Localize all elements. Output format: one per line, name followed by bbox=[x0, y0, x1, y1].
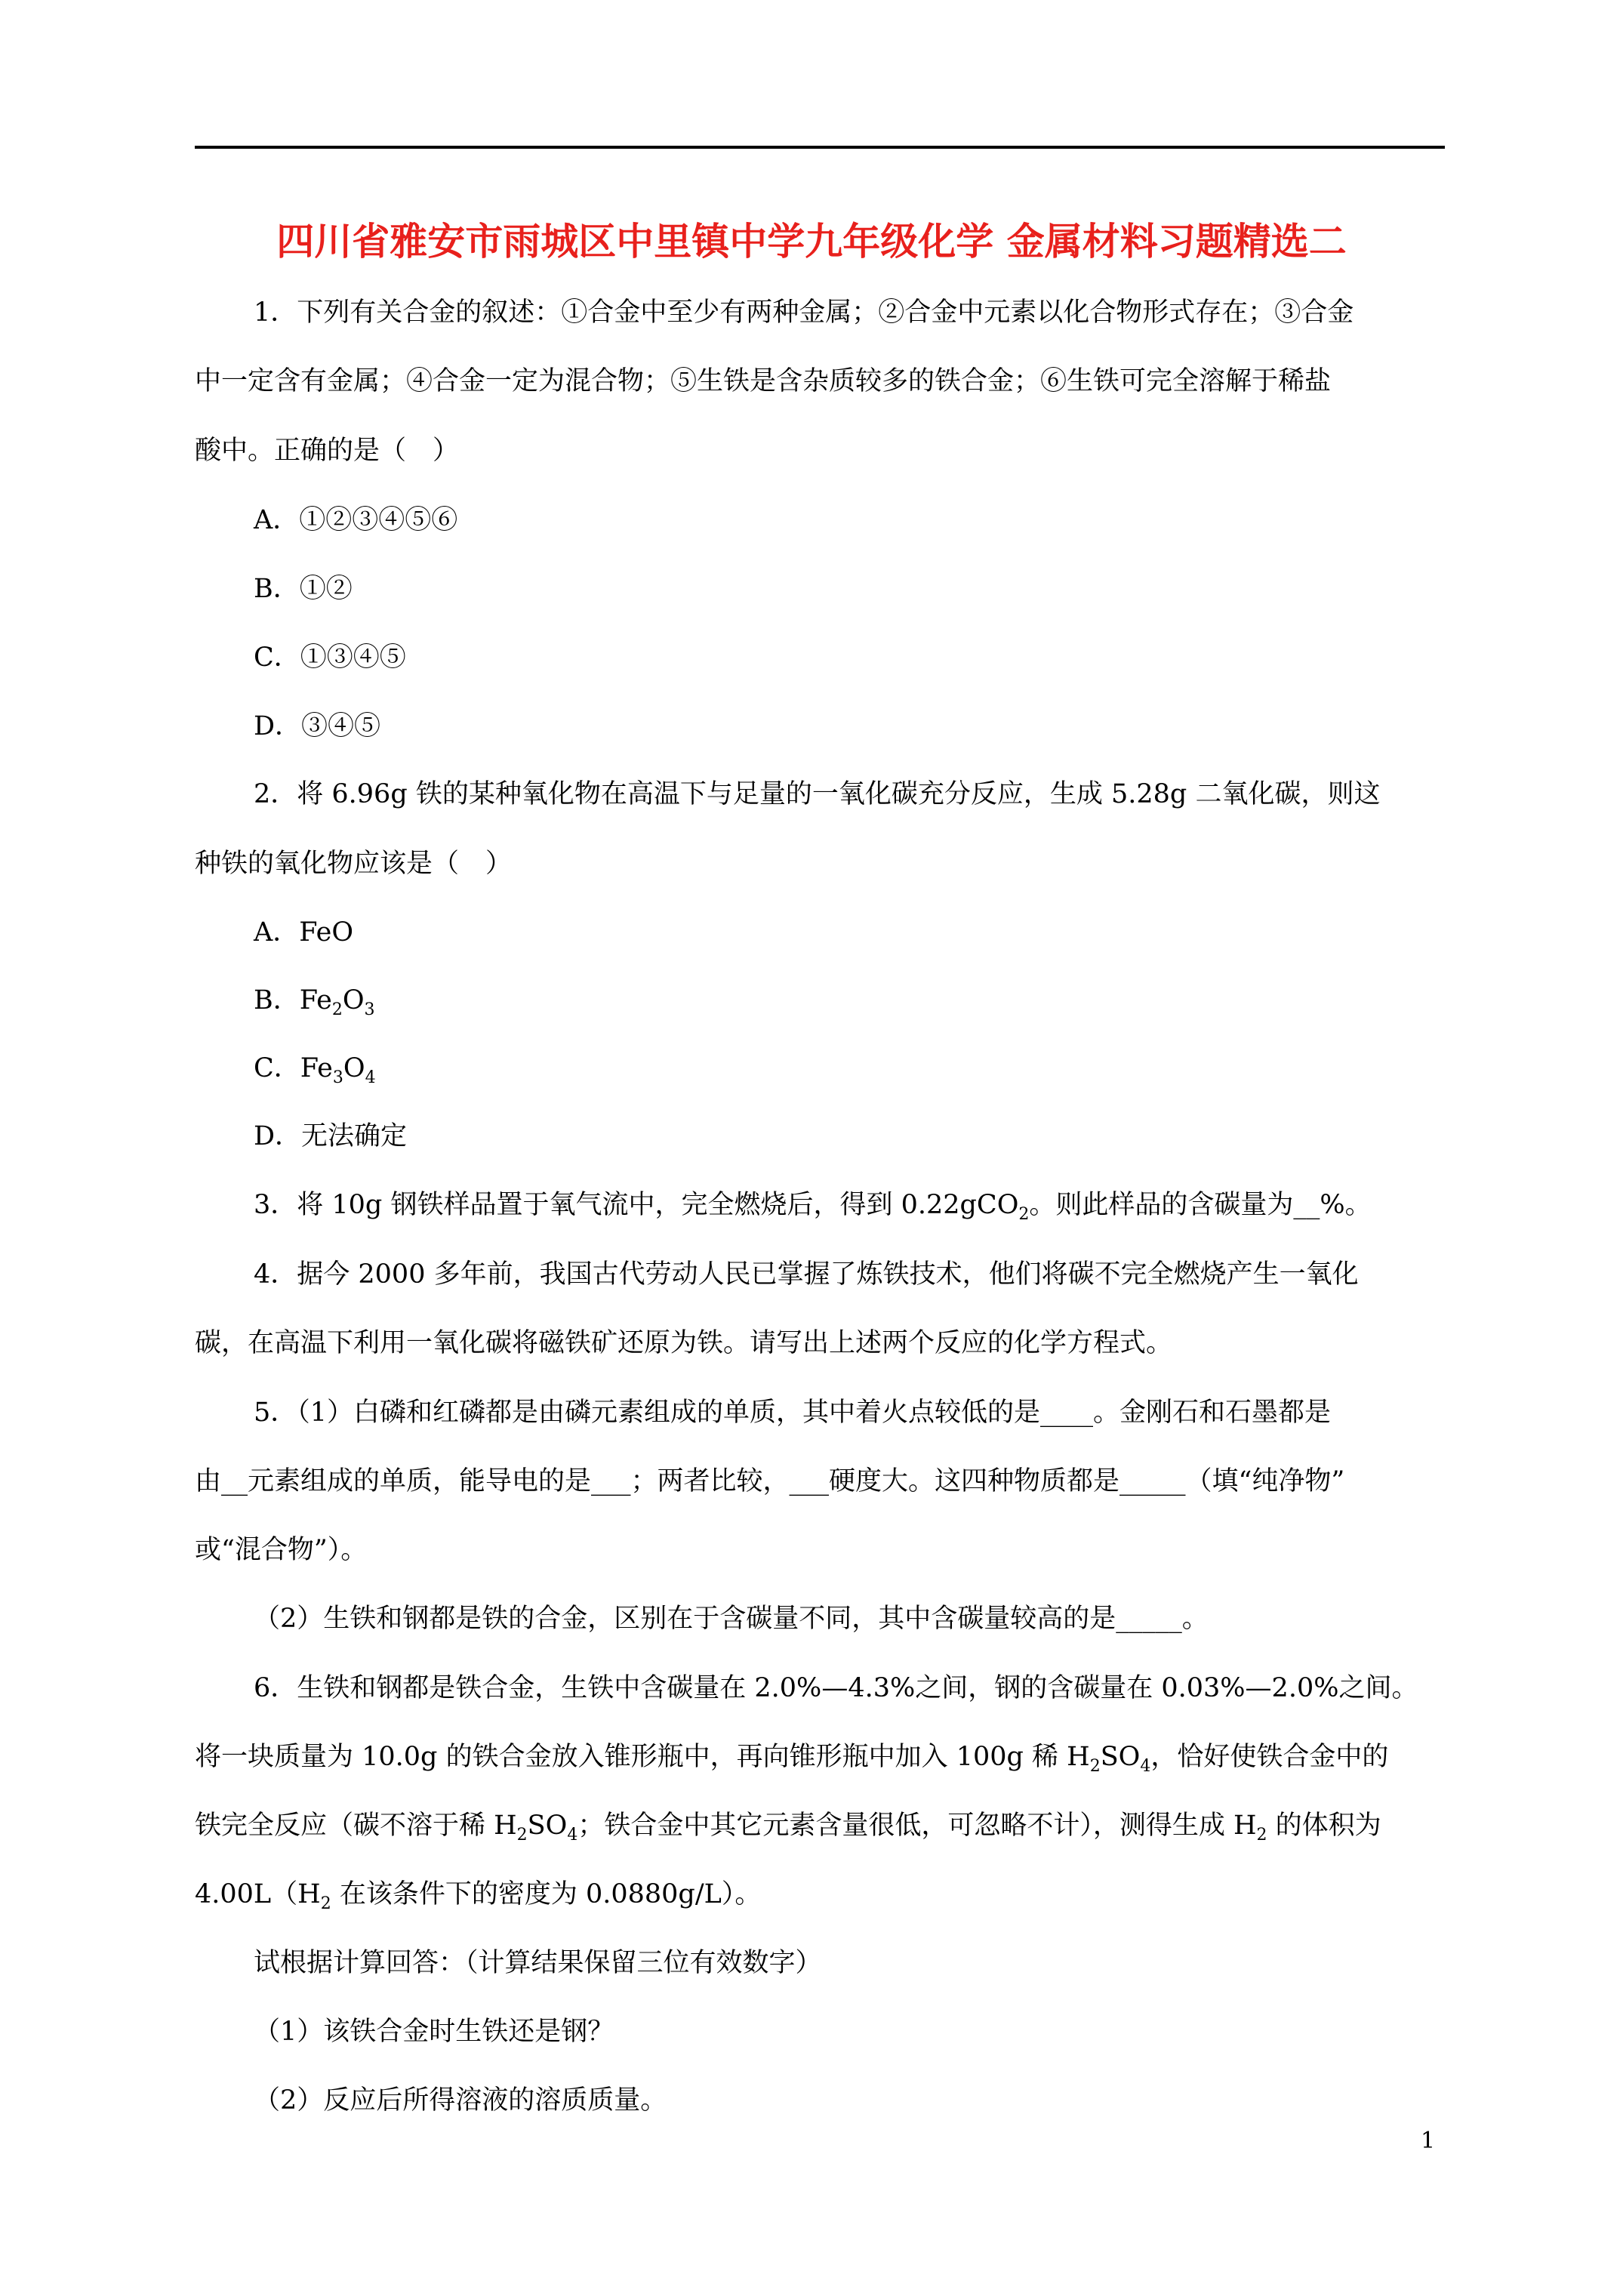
q6-line4: $4.00L(H_2$ 在该条件下的密度为 0.0880g/L）。 bbox=[195, 1879, 762, 1913]
q6-line1: 6．生铁和钢都是铁合金，生铁中含碳量在 2.0%—4.3%之间，钢的含碳量在 0.03%—2.0%之间。 bbox=[254, 1673, 1418, 1703]
q2-option-b: B．$Fe_2O_3$ bbox=[254, 985, 375, 1019]
q2-line1: 2．将 6.96g 铁的某种氧化物在高温下与足量的一氧化碳充分反应，生成 5.28g 二氧化碳，则这 bbox=[254, 779, 1381, 809]
q6-line3: 铁完全反应（碳不溶于稀 $H_2SO_4$；铁合金中其它元素含量很低，可忽略不计），测得生成 $H_2$ 的体积为 bbox=[195, 1811, 1381, 1845]
q6-prompt: 试根据计算回答：（计算结果保留三位有效数字） bbox=[254, 1948, 822, 1978]
q2-option-d: D．无法确定 bbox=[254, 1121, 408, 1151]
q1-line3: 酸中。正确的是（ ） bbox=[195, 436, 460, 466]
q2-option-a: A．FeO bbox=[254, 917, 354, 948]
q6-sub2: （2）反应后所得溶液的溶质质量。 bbox=[254, 2085, 667, 2116]
q1-option-a: A．①②③④⑤⑥ bbox=[254, 505, 458, 535]
q4-line2: 碳，在高温下利用一氧化碳将磁铁矿还原为铁。请写出上述两个反应的化学方程式。 bbox=[195, 1328, 1173, 1358]
q3-line: 3．将 10g 钢铁样品置于氧气流中，完全燃烧后，得到 0.22gCO$_2$。则此样品的含碳量为__%。 bbox=[254, 1190, 1372, 1224]
q6-sub1: （1）该铁合金时生铁还是钢？ bbox=[254, 2017, 614, 2047]
header-rule bbox=[195, 146, 1445, 149]
q2-line2: 种铁的氧化物应该是（ ） bbox=[195, 849, 513, 879]
q6-line2: 将一块质量为 10.0g 的铁合金放入锥形瓶中，再向锥形瓶中加入 100g 稀 $H_2SO_4$，恰好使铁合金中的 bbox=[195, 1742, 1389, 1776]
q2-option-c: C．$Fe_3O_4$ bbox=[254, 1053, 376, 1087]
q5-line1: 5．（1）白磷和红磷都是由磷元素组成的单质，其中着火点较低的是____。金刚石和石墨都是 bbox=[254, 1398, 1332, 1428]
page-number: 1 bbox=[1421, 2128, 1436, 2154]
q5-line2: 由__元素组成的单质，能导电的是___；两者比较，___硬度大。这四种物质都是_____（填“纯净物” bbox=[195, 1466, 1345, 1496]
q1-option-d: D．③④⑤ bbox=[254, 711, 381, 741]
q4-line1: 4．据今 2000 多年前，我国古代劳动人民已掌握了炼铁技术，他们将碳不完全燃烧产生一氧化 bbox=[254, 1259, 1359, 1290]
q1-line2: 中一定含有金属；④合金一定为混合物；⑤生铁是含杂质较多的铁合金；⑥生铁可完全溶解于稀盐 bbox=[195, 366, 1332, 396]
q1-line1: 1．下列有关合金的叙述：①合金中至少有两种金属；②合金中元素以化合物形式存在；③合金 bbox=[254, 297, 1354, 328]
q1-option-b: B．①② bbox=[254, 574, 353, 604]
q1-option-c: C．①③④⑤ bbox=[254, 643, 406, 673]
q5-part2: （2）生铁和钢都是铁的合金，区别在于含碳量不同，其中含碳量较高的是_____。 bbox=[254, 1604, 1209, 1634]
q5-line3: 或“混合物”）。 bbox=[195, 1535, 368, 1565]
document-title: 四川省雅安市雨城区中里镇中学九年级化学 金属材料习题精选二 bbox=[276, 220, 1347, 264]
